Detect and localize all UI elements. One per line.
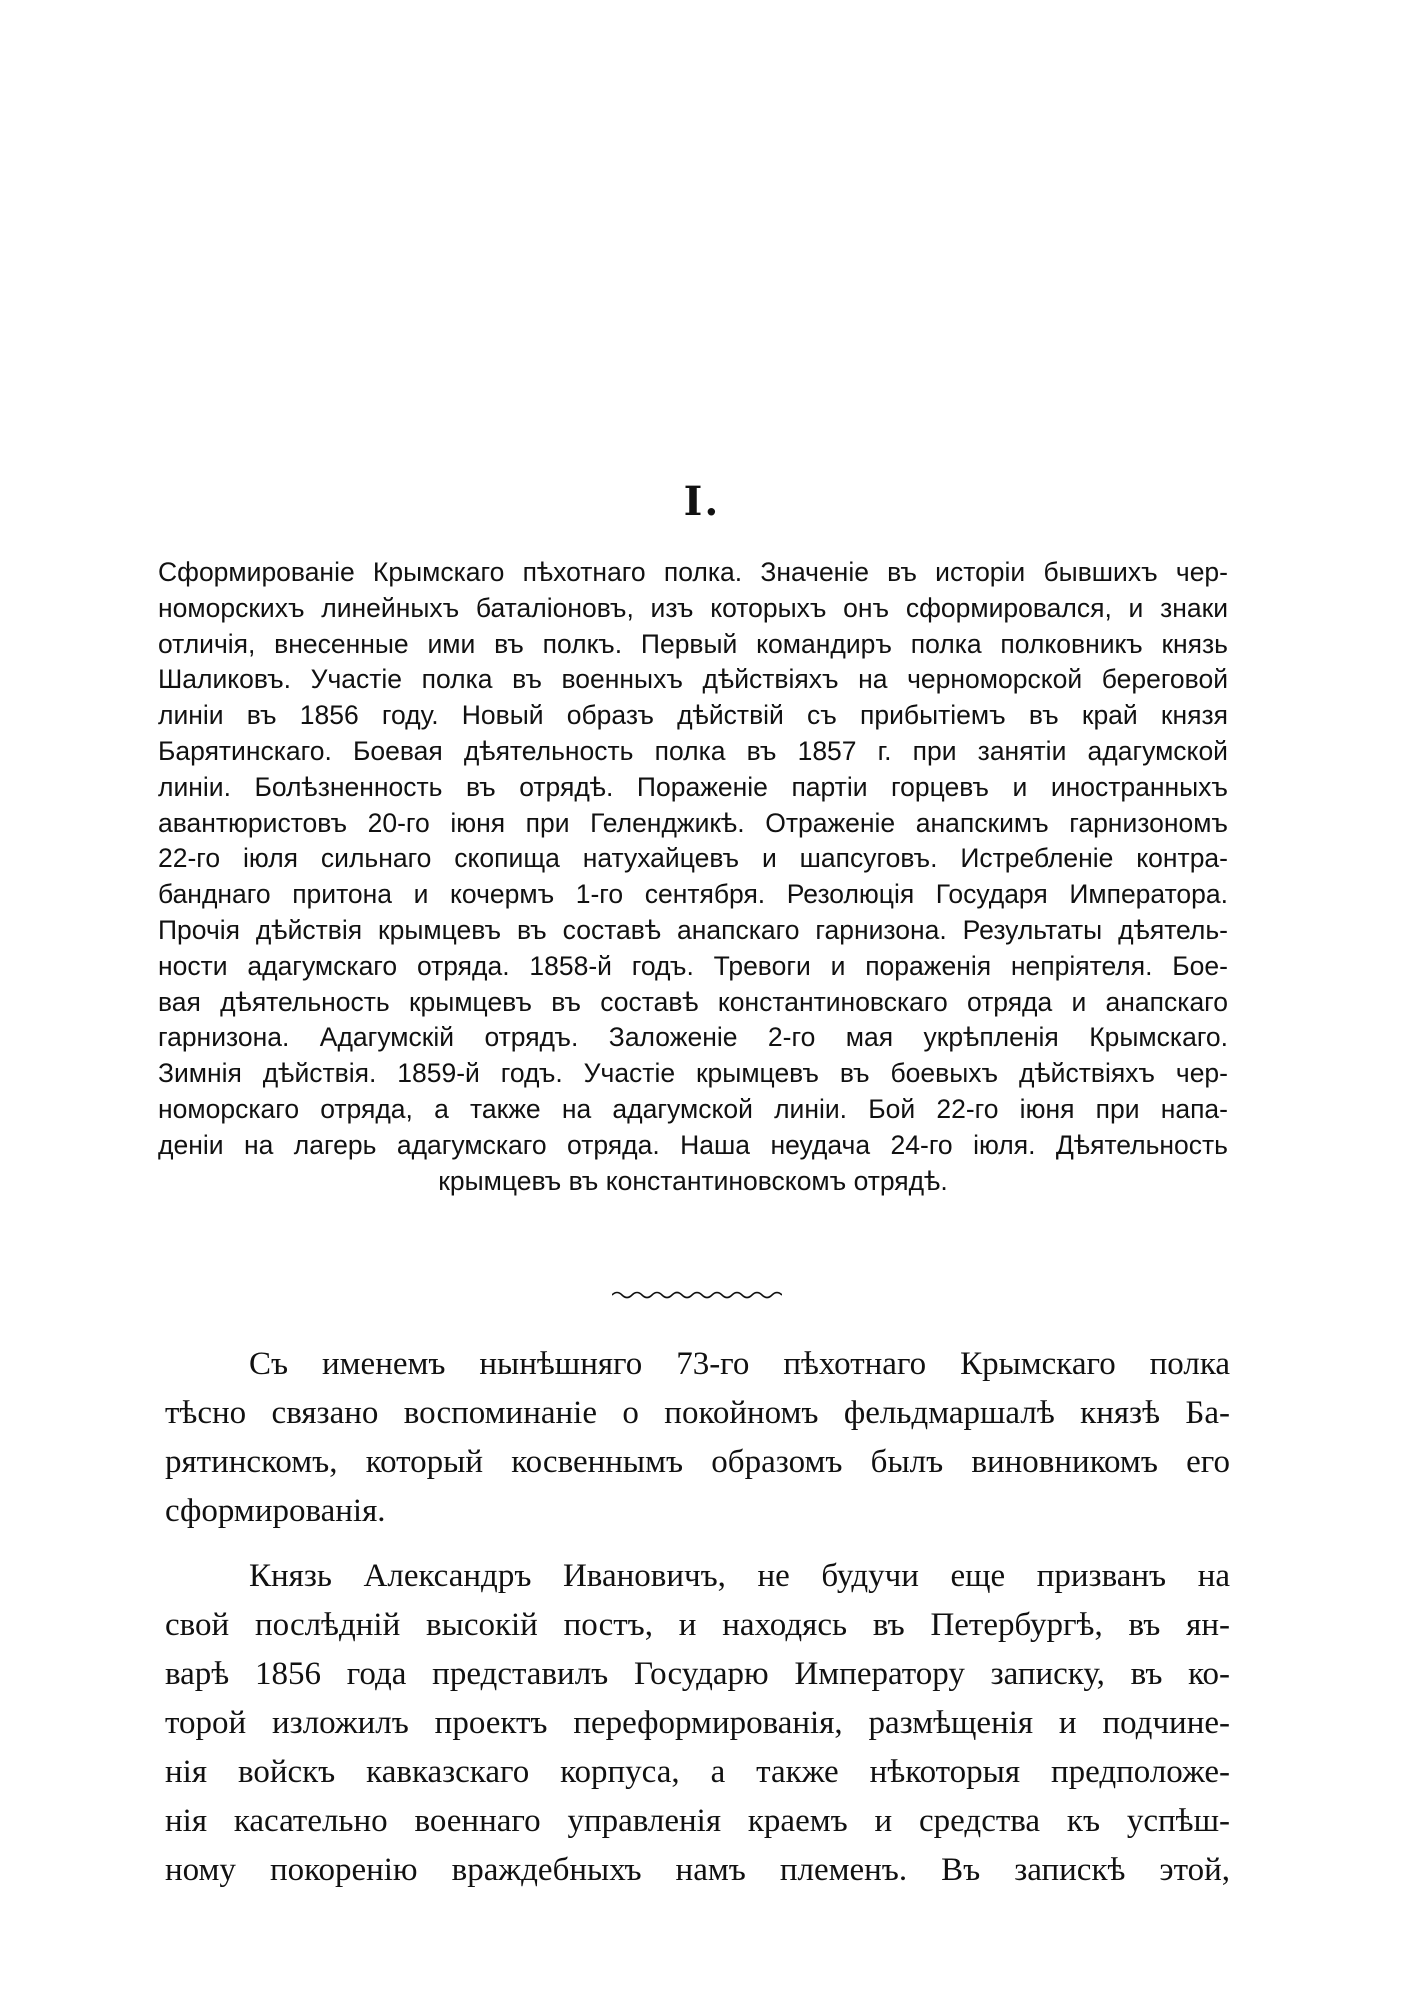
paragraph-line: нія войскъ кавказскаго корпуса, а также нѣкоторыя предположе- xyxy=(165,1754,1230,1790)
paragraph-line: Съ именемъ нынѣшняго 73-го пѣхотнаго Крымскаго полка xyxy=(249,1346,1230,1382)
summary-line: отличія, внесенные ими въ полкъ. Первый командиръ полка полковникъ князь xyxy=(158,628,1228,659)
summary-line: деніи на лагерь адагумскаго отряда. Наша неудача 24-го іюля. Дѣятельность xyxy=(158,1129,1228,1160)
summary-line: 22-го іюля сильнаго скопища натухайцевъ и шапсуговъ. Истребленіе контра- xyxy=(158,843,1228,874)
summary-line: номорскихъ линейныхъ баталіоновъ, изъ которыхъ онъ сформировался, и знаки xyxy=(158,592,1228,623)
paragraph-line: ному покоренію враждебныхъ намъ племенъ. Въ запискѣ этой, xyxy=(165,1852,1230,1888)
paragraph-gap xyxy=(165,1536,1230,1552)
paragraph-line: свой послѣдній высокій постъ, и находясь въ Петербургѣ, въ ян- xyxy=(165,1607,1230,1643)
body-text xyxy=(165,1340,1230,1895)
paragraph-line: варѣ 1856 года представилъ Государю Императору записку, въ ко- xyxy=(165,1656,1230,1692)
summary-line: Зимнія дѣйствія. 1859-й годъ. Участіе крымцевъ въ боевыхъ дѣйствіяхъ чер- xyxy=(158,1058,1228,1089)
wavy-divider xyxy=(612,1288,782,1302)
summary-line: банднаго притона и кочермъ 1-го сентября. Резолюція Государя Императора. xyxy=(158,879,1228,910)
paragraph-line: рятинскомъ, который косвеннымъ образомъ былъ виновникомъ его xyxy=(165,1444,1230,1480)
summary-final-line: крымцевъ въ константиновскомъ отрядѣ. xyxy=(438,1165,948,1196)
summary-line: вая дѣятельность крымцевъ въ составѣ константиновскаго отряда и анапскаго xyxy=(158,986,1228,1017)
summary-line: ности адагумскаго отряда. 1858-й годъ. Тревоги и пораженія непріятеля. Бое- xyxy=(158,950,1228,981)
summary-line: Шаликовъ. Участіе полка въ военныхъ дѣйствіяхъ на черноморской береговой xyxy=(158,664,1228,695)
summary-line: Барятинскаго. Боевая дѣятельность полка въ 1857 г. при занятіи адагумской xyxy=(158,735,1228,766)
summary-line: линіи въ 1856 году. Новый образъ дѣйствій съ прибытіемъ въ край князя xyxy=(158,700,1228,731)
chapter-number: I. xyxy=(683,478,721,525)
summary-line: гарнизона. Адагумскій отрядъ. Заложеніе 2-го мая укрѣпленія Крымскаго. xyxy=(158,1022,1228,1053)
summary-line: Сформированіе Крымскаго пѣхотнаго полка. Значеніе въ исторіи бывшихъ чер- xyxy=(158,557,1228,587)
paragraph-line: сформированія. xyxy=(165,1493,386,1529)
chapter-summary xyxy=(158,555,1228,1199)
paragraph-line: нія касательно военнаго управленія краемъ и средства къ успѣш- xyxy=(165,1803,1230,1839)
summary-line: Прочія дѣйствія крымцевъ въ составѣ анапскаго гарнизона. Результаты дѣятель- xyxy=(158,914,1228,945)
summary-line: авантюристовъ 20-го іюня при Геленджикѣ. Отраженіе анапскимъ гарнизономъ xyxy=(158,807,1228,838)
paragraph-line: тѣсно связано воспоминаніе о покойномъ фельдмаршалѣ князѣ Ба- xyxy=(165,1395,1230,1431)
paragraph-line: Князь Александръ Ивановичъ, не будучи еще призванъ на xyxy=(249,1558,1230,1594)
summary-line: линіи. Болѣзненность въ отрядѣ. Пораженіе партіи горцевъ и иностранныхъ xyxy=(158,771,1228,802)
paragraph-line: торой изложилъ проектъ переформированія, размѣщенія и подчине- xyxy=(165,1705,1230,1741)
summary-line: номорскаго отряда, а также на адагумской линіи. Бой 22-го іюня при напа- xyxy=(158,1093,1228,1124)
